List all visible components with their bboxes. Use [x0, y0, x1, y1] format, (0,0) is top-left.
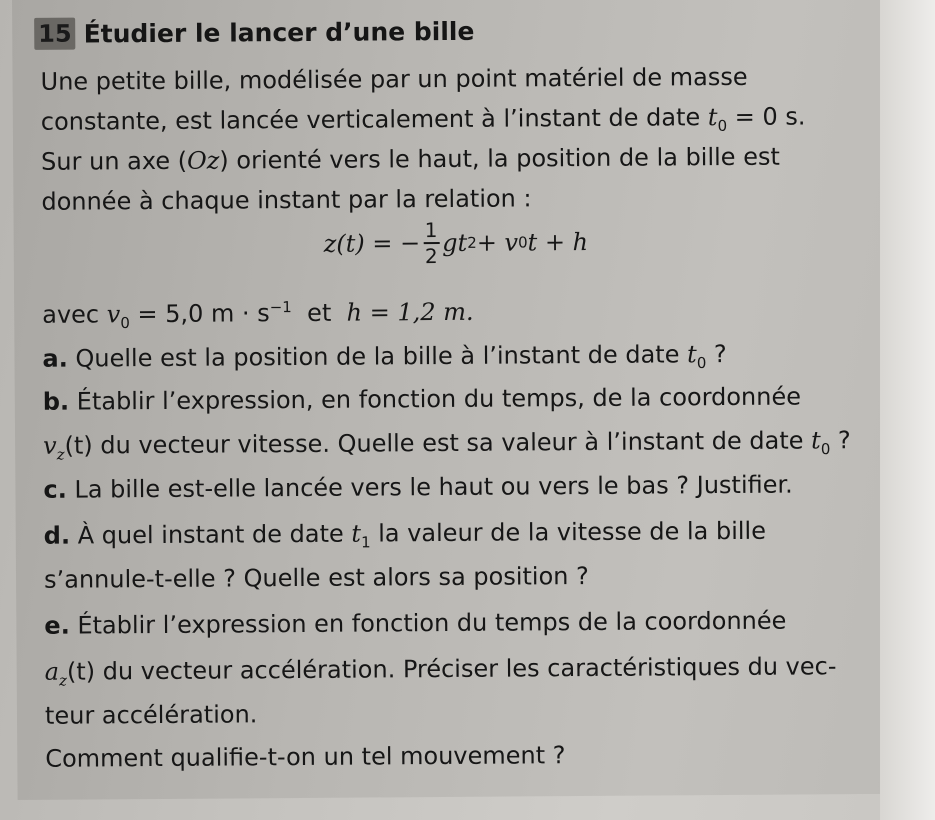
intro-text-3a: Sur un axe ( — [41, 146, 188, 176]
intro-line-2 — [41, 102, 806, 139]
vz-symbol: v — [43, 431, 57, 460]
formula-v0-subscript: 0 — [518, 233, 528, 252]
question-e-line-3 — [45, 700, 258, 729]
question-b-line-2 — [43, 426, 851, 463]
question-a-text: Quelle est la position de la bille à l’instant de date — [67, 340, 688, 373]
final-question — [45, 741, 565, 773]
exercise-number: 15 — [34, 18, 76, 50]
formula-fraction — [423, 219, 439, 267]
question-b-text-2: du vecteur vitesse. Quelle est sa valeur à l’instant de date — [92, 426, 812, 460]
position-formula — [324, 218, 589, 268]
t0-symbol: t — [707, 103, 718, 132]
question-d-text-2: la valeur de la vitesse de la bille — [370, 516, 767, 548]
exercise-header — [34, 11, 474, 54]
question-c-label: c. — [43, 475, 67, 504]
question-d-text-1: À quel instant de date — [69, 519, 352, 550]
question-e-label: e. — [44, 611, 70, 640]
axis-label: Oz — [186, 146, 220, 175]
intro-line-1 — [40, 63, 747, 96]
question-e-text-3: teur accélération. — [44, 700, 258, 730]
h-value: h = 1,2 m. — [346, 297, 474, 327]
t0-subscript: 0 — [717, 116, 728, 135]
formula-v: + v — [476, 228, 519, 257]
az-subscript: z — [59, 671, 68, 690]
question-b-line-1 — [43, 383, 801, 416]
intro-line-4 — [41, 184, 531, 215]
vz-subscript: z — [56, 445, 65, 464]
vz-t: (t) — [64, 431, 93, 460]
intro-line-3 — [41, 143, 780, 176]
question-d-t: t — [351, 519, 362, 548]
question-c-text: La bille est-elle lancée vers le haut ou vers le bas ? Justifier. — [66, 470, 793, 504]
v0-exponent: −1 — [269, 298, 292, 317]
question-a-t: t — [686, 340, 697, 369]
question-e-text-1: Établir l’expression en fonction du temps de la coordonnée — [69, 606, 787, 640]
question-d-line-1 — [44, 517, 766, 554]
v0-symbol: v — [106, 300, 121, 329]
final-question-text: Comment qualifie-t-on un tel mouvement ? — [45, 741, 566, 773]
az-symbol: a — [44, 657, 60, 686]
question-e-line-1 — [44, 607, 786, 640]
question-b-label: b. — [42, 387, 70, 416]
question-d-text-3: s’annule-t-elle ? Quelle est alors sa position ? — [43, 561, 589, 594]
question-d-t-sub: 1 — [360, 533, 371, 552]
intro-text-3b: ) orienté vers le haut, la position de la bille est — [219, 142, 780, 175]
question-b-text-1: Établir l’expression, en fonction du temps, de la coordonnée — [69, 382, 802, 416]
question-b-t-sub: 0 — [820, 440, 831, 459]
values-et: et — [291, 298, 347, 328]
exercise-title: Étudier le lancer d’une bille — [83, 16, 475, 49]
question-b-qmark: ? — [830, 426, 851, 455]
formula-square: 2 — [467, 233, 477, 252]
intro-text-4: donnée à chaque instant par la relation : — [41, 184, 532, 216]
question-a — [42, 340, 726, 377]
formula-t-h: t + h — [527, 227, 589, 257]
v0-value: = 5,0 m · s — [129, 299, 270, 329]
question-e-text-2: du vecteur accélération. Préciser les caractéristiques du vec- — [94, 652, 837, 686]
page-edge — [880, 0, 935, 820]
question-e-line-2 — [45, 652, 837, 689]
values-line — [42, 297, 474, 333]
question-b-t: t — [810, 426, 821, 455]
fraction-numerator: 1 — [424, 218, 438, 243]
question-a-t-sub: 0 — [696, 353, 707, 373]
fraction-denominator: 2 — [424, 244, 438, 269]
question-a-label: a. — [42, 344, 68, 373]
exercise-card — [12, 0, 902, 800]
question-c — [43, 471, 793, 504]
values-avec: avec — [42, 300, 107, 329]
formula-gt: gt — [442, 228, 468, 258]
v0-subscript: 0 — [120, 313, 130, 333]
question-a-qmark: ? — [706, 340, 727, 369]
question-d-label: d. — [43, 521, 71, 550]
question-d-line-2 — [44, 562, 589, 594]
intro-text-2: constante, est lancée verticalement à l’instant de date — [40, 103, 708, 136]
t0-equals: = 0 s. — [726, 102, 806, 132]
intro-text-1: Une petite bille, modélisée par un point matériel de masse — [40, 62, 748, 96]
formula-lhs: z(t) = − — [323, 229, 421, 258]
az-t: (t) — [66, 657, 96, 686]
